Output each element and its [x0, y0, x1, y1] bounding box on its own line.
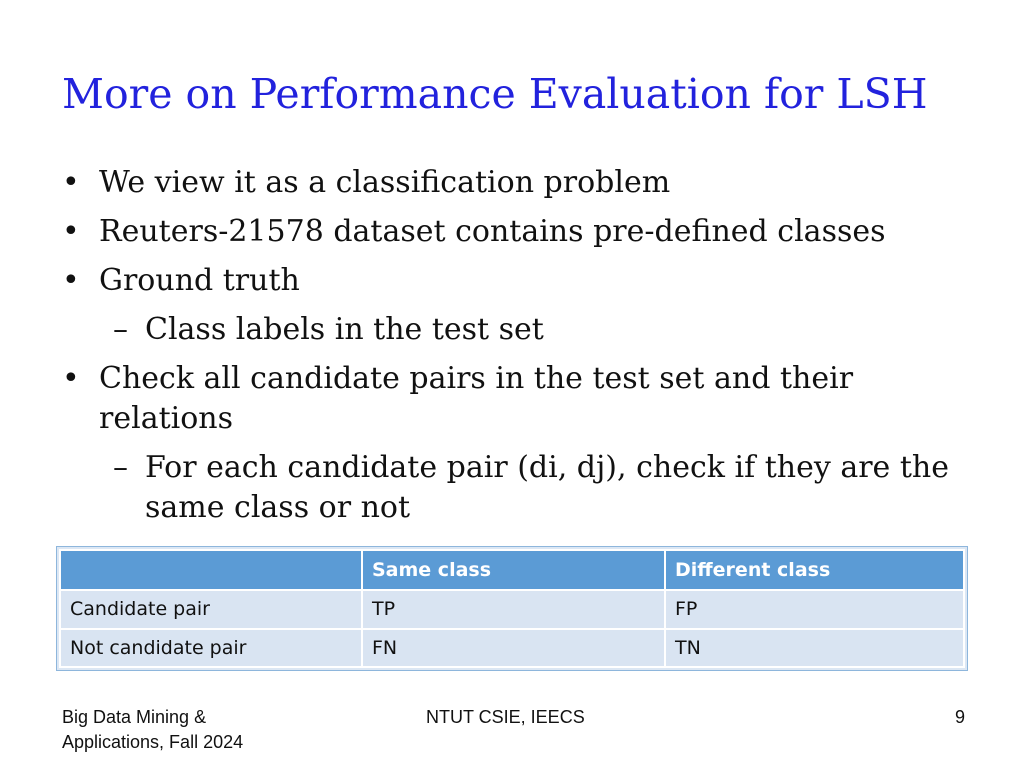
sub-bullet-text: For each candidate pair (di, dj), check if they are the same class or not: [145, 450, 949, 525]
bullet-text: Reuters-21578 dataset contains pre-defined classes: [99, 214, 886, 249]
bullet-marker: •: [62, 214, 80, 249]
bullet-item: [58, 261, 958, 301]
table-cell: TP: [362, 590, 665, 629]
page-number: 9: [954, 707, 965, 727]
confusion-table: [59, 549, 965, 668]
bullet-list: [58, 163, 958, 528]
table-header-row: [60, 550, 964, 590]
footer-course: [62, 705, 322, 755]
bullet-marker: •: [62, 361, 80, 396]
sub-bullet-item: [58, 448, 958, 528]
bullet-text: We view it as a classification problem: [99, 165, 671, 200]
table-row-label: Candidate pair: [60, 590, 362, 629]
bullet-marker: •: [62, 263, 80, 298]
footer-institution: NTUT CSIE, IEECS: [426, 707, 585, 727]
dash-marker: –: [113, 312, 128, 347]
table-row-label: Not candidate pair: [60, 629, 362, 668]
slide-title: More on Performance Evaluation for LSH: [62, 70, 928, 118]
bullet-item: [58, 359, 958, 439]
bullet-marker: •: [62, 165, 80, 200]
footer-course-line: Applications, Fall 2024: [62, 732, 244, 752]
table-header-cell: Same class: [362, 550, 665, 590]
sub-bullet-item: [58, 310, 958, 350]
table-cell: FN: [362, 629, 665, 668]
sub-bullet-text: Class labels in the test set: [145, 312, 544, 347]
footer-course-line: Big Data Mining &: [62, 707, 207, 727]
table-cell: FP: [665, 590, 964, 629]
table-row: [60, 590, 964, 629]
bullet-item: [58, 163, 958, 203]
bullet-text: Check all candidate pairs in the test set and their relations: [99, 361, 854, 436]
table-header-cell: Different class: [665, 550, 964, 590]
bullet-text: Ground truth: [99, 263, 300, 298]
dash-marker: –: [113, 450, 128, 485]
table-row: [60, 629, 964, 668]
table-header-cell: [60, 550, 362, 590]
confusion-table-container: [56, 546, 968, 671]
table-cell: TN: [665, 629, 964, 668]
bullet-item: [58, 212, 958, 252]
